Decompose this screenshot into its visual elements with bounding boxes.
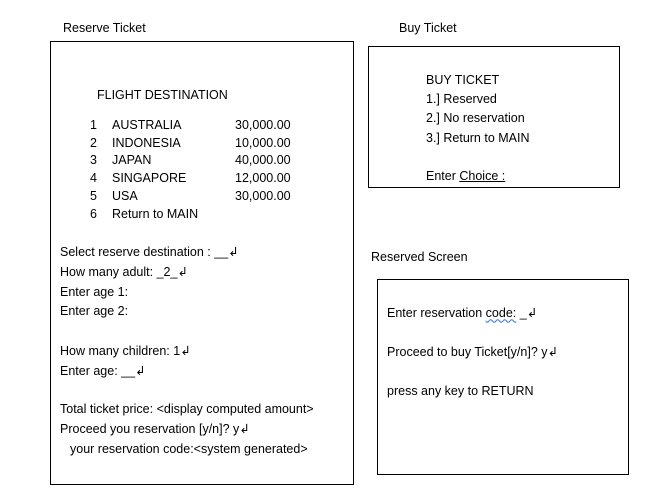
reserve-ticket-screen — [50, 41, 354, 485]
enter-age-1-prompt: Enter age 1: — [60, 285, 129, 299]
reservation-code-output: your reservation code:<system generated> — [70, 442, 308, 456]
buy-ticket-screen — [368, 46, 620, 188]
reservation-code-prefix: Enter reservation — [387, 306, 486, 320]
enter-age-2-prompt: Enter age 2: — [60, 304, 129, 318]
destination-number: 6 — [90, 207, 97, 221]
destination-price: 10,000.00 — [235, 136, 291, 150]
destination-name: JAPAN — [112, 153, 152, 167]
children-count-prompt: How many children: 1↲ — [60, 344, 191, 358]
reserved-screen — [377, 279, 629, 475]
destination-number: 2 — [90, 136, 97, 150]
buy-ticket-heading: BUY TICKET — [426, 73, 500, 87]
destination-price: 12,000.00 — [235, 171, 291, 185]
destination-price: 40,000.00 — [235, 153, 291, 167]
flight-destination-heading: FLIGHT DESTINATION — [97, 88, 228, 102]
destination-number: 5 — [90, 189, 97, 203]
return-prompt: press any key to RETURN — [387, 384, 534, 398]
destination-number: 4 — [90, 171, 97, 185]
proceed-buy-prompt: Proceed to buy Ticket[y/n]? y↲ — [387, 345, 558, 359]
destination-name: USA — [112, 189, 138, 203]
destination-price: 30,000.00 — [235, 189, 291, 203]
reservation-code-prompt — [387, 306, 537, 321]
buy-option-no-reservation: 2.] No reservation — [426, 111, 525, 125]
buy-option-return-main: 3.] Return to MAIN — [426, 131, 530, 145]
buy-ticket-title: Buy Ticket — [399, 21, 457, 35]
adult-count-prompt: How many adult: _2_↲ — [60, 265, 188, 279]
reserve-ticket-title: Reserve Ticket — [63, 21, 146, 35]
destination-name: SINGAPORE — [112, 171, 187, 185]
choice-label: Choice : — [459, 169, 506, 183]
enter-choice-prompt — [426, 169, 505, 184]
total-ticket-price: Total ticket price: <display computed amount> — [60, 402, 314, 416]
enter-choice-prefix: Enter — [426, 169, 460, 183]
buy-option-reserved: 1.] Reserved — [426, 92, 497, 106]
enter-age-prompt: Enter age: __↲ — [60, 364, 146, 378]
reservation-code-cursor: _↲ — [516, 306, 538, 320]
destination-name: AUSTRALIA — [112, 118, 182, 132]
code-label: code: — [485, 306, 517, 320]
proceed-reservation-prompt: Proceed you reservation [y/n]? y↲ — [60, 422, 250, 436]
destination-name: Return to MAIN — [112, 207, 199, 221]
destination-name: INDONESIA — [112, 136, 181, 150]
destination-number: 3 — [90, 153, 97, 167]
select-destination-prompt: Select reserve destination : __↲ — [60, 245, 239, 259]
reserved-screen-title: Reserved Screen — [371, 250, 468, 264]
destination-number: 1 — [90, 118, 97, 132]
destination-price: 30,000.00 — [235, 118, 291, 132]
